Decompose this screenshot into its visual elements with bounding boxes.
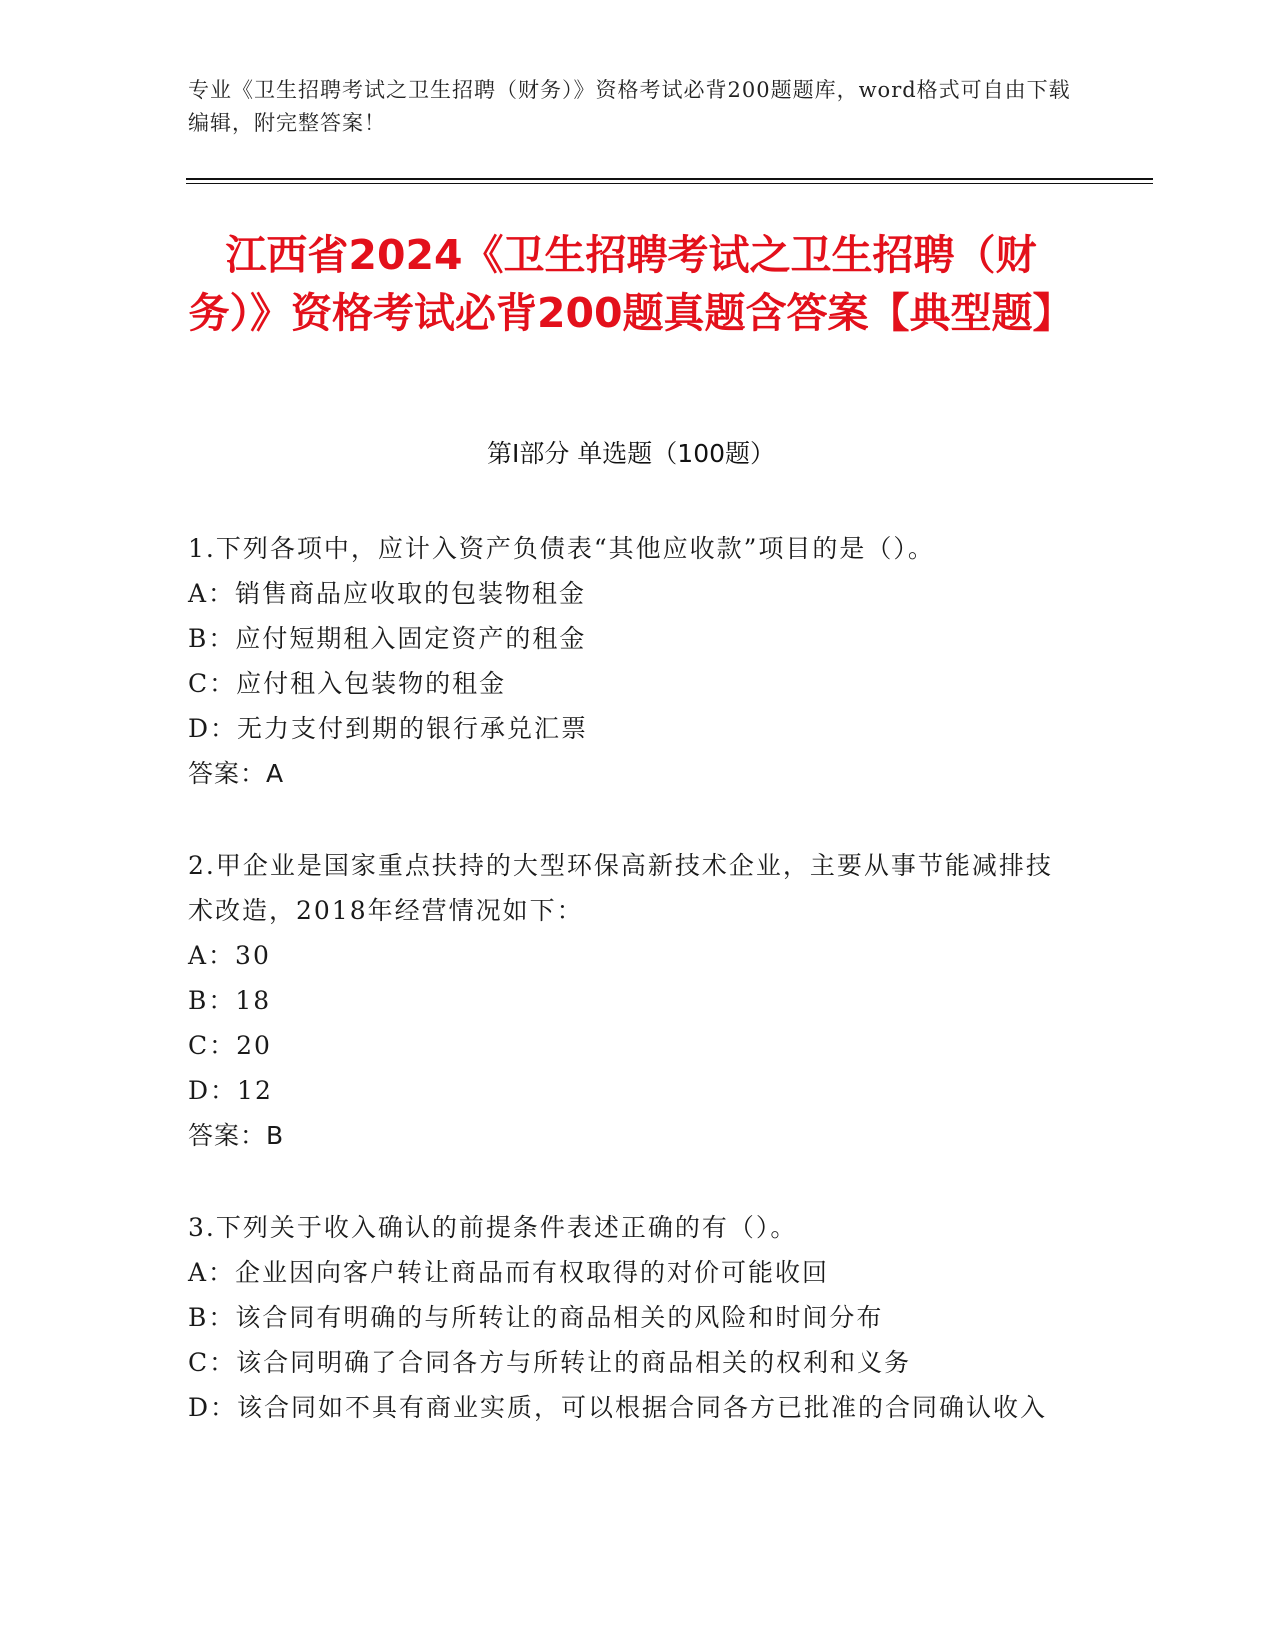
option-b: B：该合同有明确的与所转让的商品相关的风险和时间分布 xyxy=(188,1303,884,1332)
header-divider-thin xyxy=(186,183,1153,184)
option-a: A：企业因向客户转让商品而有权取得的对价可能收回 xyxy=(188,1258,830,1287)
option-d: D：无力支付到期的银行承兑汇票 xyxy=(188,714,589,743)
question-list xyxy=(188,526,1068,1477)
header-divider-thick xyxy=(186,178,1153,180)
question-2 xyxy=(188,843,1068,1158)
question-3 xyxy=(188,1205,1068,1430)
answer-text: 答案：B xyxy=(188,1121,285,1150)
option-b: B：18 xyxy=(188,986,272,1015)
option-d: D：12 xyxy=(188,1076,273,1105)
question-stem: 2.甲企业是国家重点扶持的大型环保高新技术企业，主要从事节能减排技术改造，2018年经营情况如下： xyxy=(188,851,1053,925)
question-stem: 1.下列各项中，应计入资产负债表“其他应收款”项目的是（）。 xyxy=(188,534,935,563)
answer-text: 答案：A xyxy=(188,759,285,788)
option-a: A：30 xyxy=(188,941,271,970)
option-d: D：该合同如不具有商业实质，可以根据合同各方已批准的合同确认收入 xyxy=(188,1393,1048,1422)
question-1 xyxy=(188,526,1068,796)
header-note: 专业《卫生招聘考试之卫生招聘（财务）》资格考试必背200题题库，word格式可自由下载编辑，附完整答案！ xyxy=(188,78,1071,135)
option-a: A：销售商品应收取的包装物租金 xyxy=(188,579,587,608)
question-stem: 3.下列关于收入确认的前提条件表述正确的有（）。 xyxy=(188,1213,798,1242)
option-c: C：应付租入包装物的租金 xyxy=(188,669,507,698)
document-title: 江西省2024《卫生招聘考试之卫生招聘（财务）》资格考试必背200题真题含答案【典型题】 xyxy=(188,231,1074,337)
option-c: C：该合同明确了合同各方与所转让的商品相关的权利和义务 xyxy=(188,1348,912,1377)
option-b: B：应付短期租入固定资产的租金 xyxy=(188,624,587,653)
section-title: 第I部分 单选题（100题） xyxy=(486,439,776,468)
option-c: C：20 xyxy=(188,1031,272,1060)
